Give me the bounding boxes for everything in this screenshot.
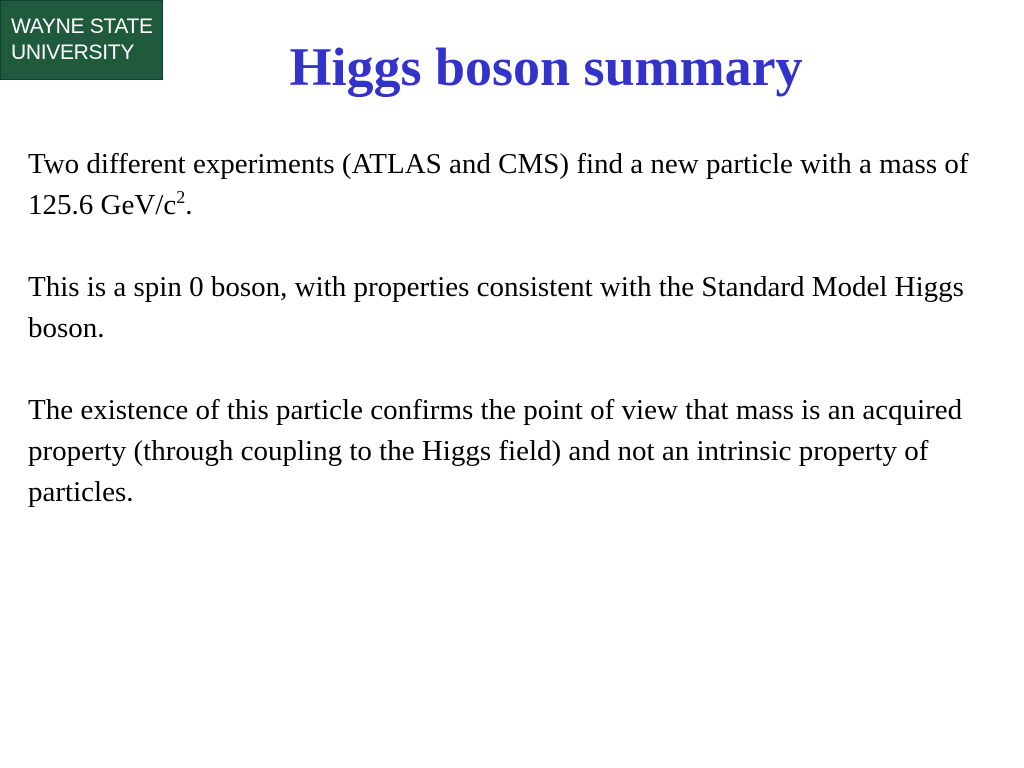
- logo-text-line-2: UNIVERSITY: [11, 41, 135, 64]
- paragraph-existence: The existence of this particle confirms the point of view that mass is an acquired property (through coupling to the Higgs field) and not an intrinsic property of particles.: [28, 394, 963, 508]
- paragraph-mass-period: .: [185, 189, 193, 221]
- slide-title: Higgs boson summary: [289, 37, 803, 97]
- paragraph-mass-text: Two different experiments (ATLAS and CMS) find a new particle with a mass of 125.6 GeV/c: [28, 148, 969, 221]
- paragraph-mass: [28, 144, 998, 226]
- superscript-exponent: 2: [176, 187, 186, 207]
- slide-body: [28, 144, 998, 554]
- logo-text-line-1: WAYNE STATE: [11, 15, 153, 38]
- paragraph-spin: This is a spin 0 boson, with properties consistent with the Standard Model Higgs boson.: [28, 271, 964, 344]
